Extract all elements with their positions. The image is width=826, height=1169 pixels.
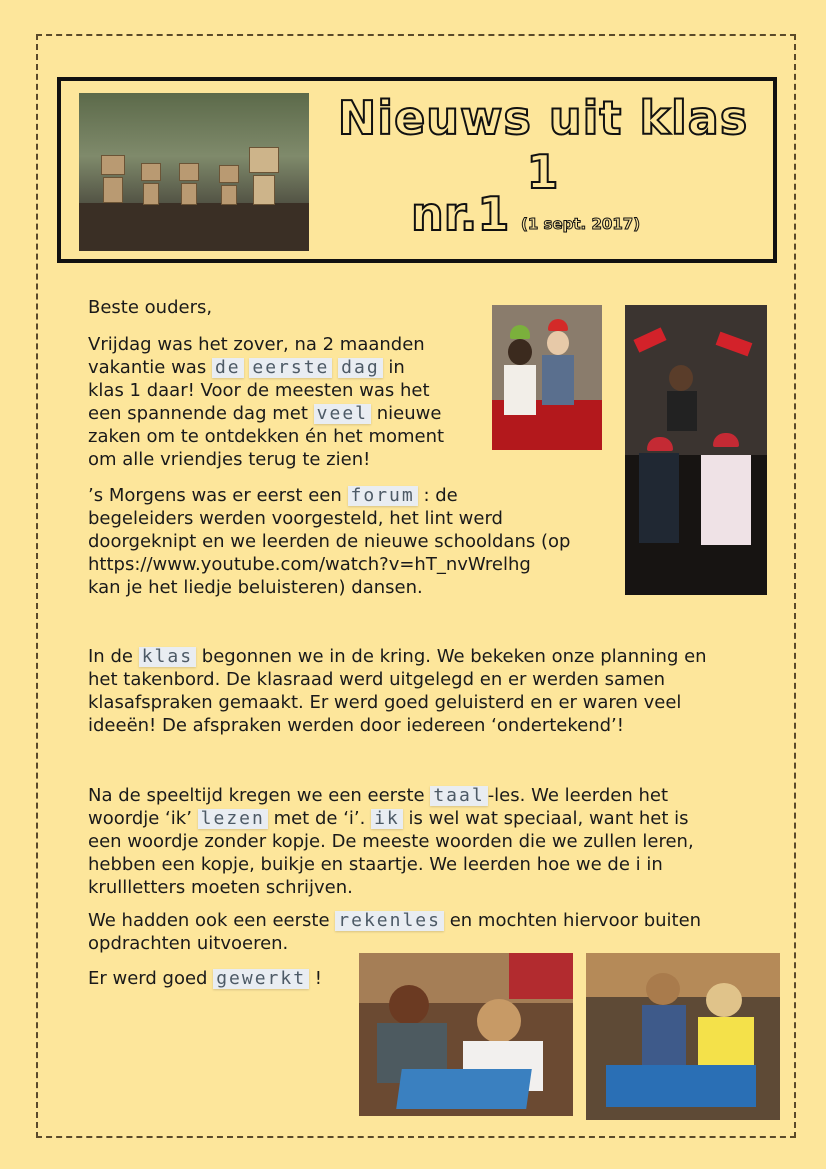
word-card: veel	[314, 404, 371, 424]
paragraph-math: We hadden ook een eerste rekenles en mochten hiervoor buiten opdrachten uitvoeren.	[88, 910, 702, 954]
photo-math-beads-1	[359, 953, 573, 1116]
photo-stage-dance	[625, 305, 767, 595]
youtube-link[interactable]: https://www.youtube.com/watch?v=hT_nvWrelhg	[88, 554, 531, 575]
closing-line: Er werd goed gewerkt !	[88, 968, 323, 989]
greeting: Beste ouders,	[88, 297, 213, 318]
word-card: de	[212, 358, 244, 378]
paragraph-language: Na de speeltijd kregen we een eerste taal -les. We leerden het woordje ‘ik’ lezen met de ‘i’. ik is wel wat speciaal, want het is een woordje zonder kopje. De meeste woorden die we zullen leren, hebben een kopje, buikje en staartje. We leerden hoe we de i in krullletters moeten schrijven.	[88, 785, 694, 898]
word-card: lezen	[198, 809, 268, 829]
header-photo-robots	[79, 93, 309, 251]
photo-math-beads-2	[586, 953, 780, 1120]
issue-number: nr.1	[411, 187, 510, 241]
word-card: eerste	[249, 358, 332, 378]
word-card: gewerkt	[213, 969, 309, 989]
paragraph-morning: ’s Morgens was er eerst een forum : de begeleiders werden voorgesteld, het lint werd doorgeknipt en we leerden de nieuwe schooldans (op https://www.youtube.com/watch?v=hT_nvWrelhg kan je het liedje beluisteren) dansen.	[88, 484, 618, 599]
word-card: rekenles	[335, 911, 444, 931]
photo-red-carpet	[492, 305, 602, 450]
paragraph-first-day: Vrijdag was het zover, na 2 maanden vakantie was de eerste dag in klas 1 daar! Voor de meesten was het een spannende dag met veel nieuwe zaken om te ontdekken én het moment om alle vriendjes terug te zien!	[88, 334, 445, 470]
issue-date: (1 sept. 2017)	[521, 215, 641, 233]
newsletter-header	[57, 77, 777, 263]
word-card: klas	[139, 647, 196, 667]
word-card: taal	[430, 786, 487, 806]
paragraph-class: In de klas begonnen we in de kring. We bekeken onze planning en het takenbord. De klasraad werd uitgelegd en er werden samen klasafspraken gemaakt. Er werd goed geluisterd en er waren veel ideeën! De afspraken werden door iedereen ‘ondertekend’!	[88, 646, 707, 736]
word-card: forum	[348, 486, 418, 506]
word-card: dag	[338, 358, 383, 378]
word-card: ik	[371, 809, 403, 829]
newsletter-title: Nieuws uit klas 1	[337, 91, 749, 199]
